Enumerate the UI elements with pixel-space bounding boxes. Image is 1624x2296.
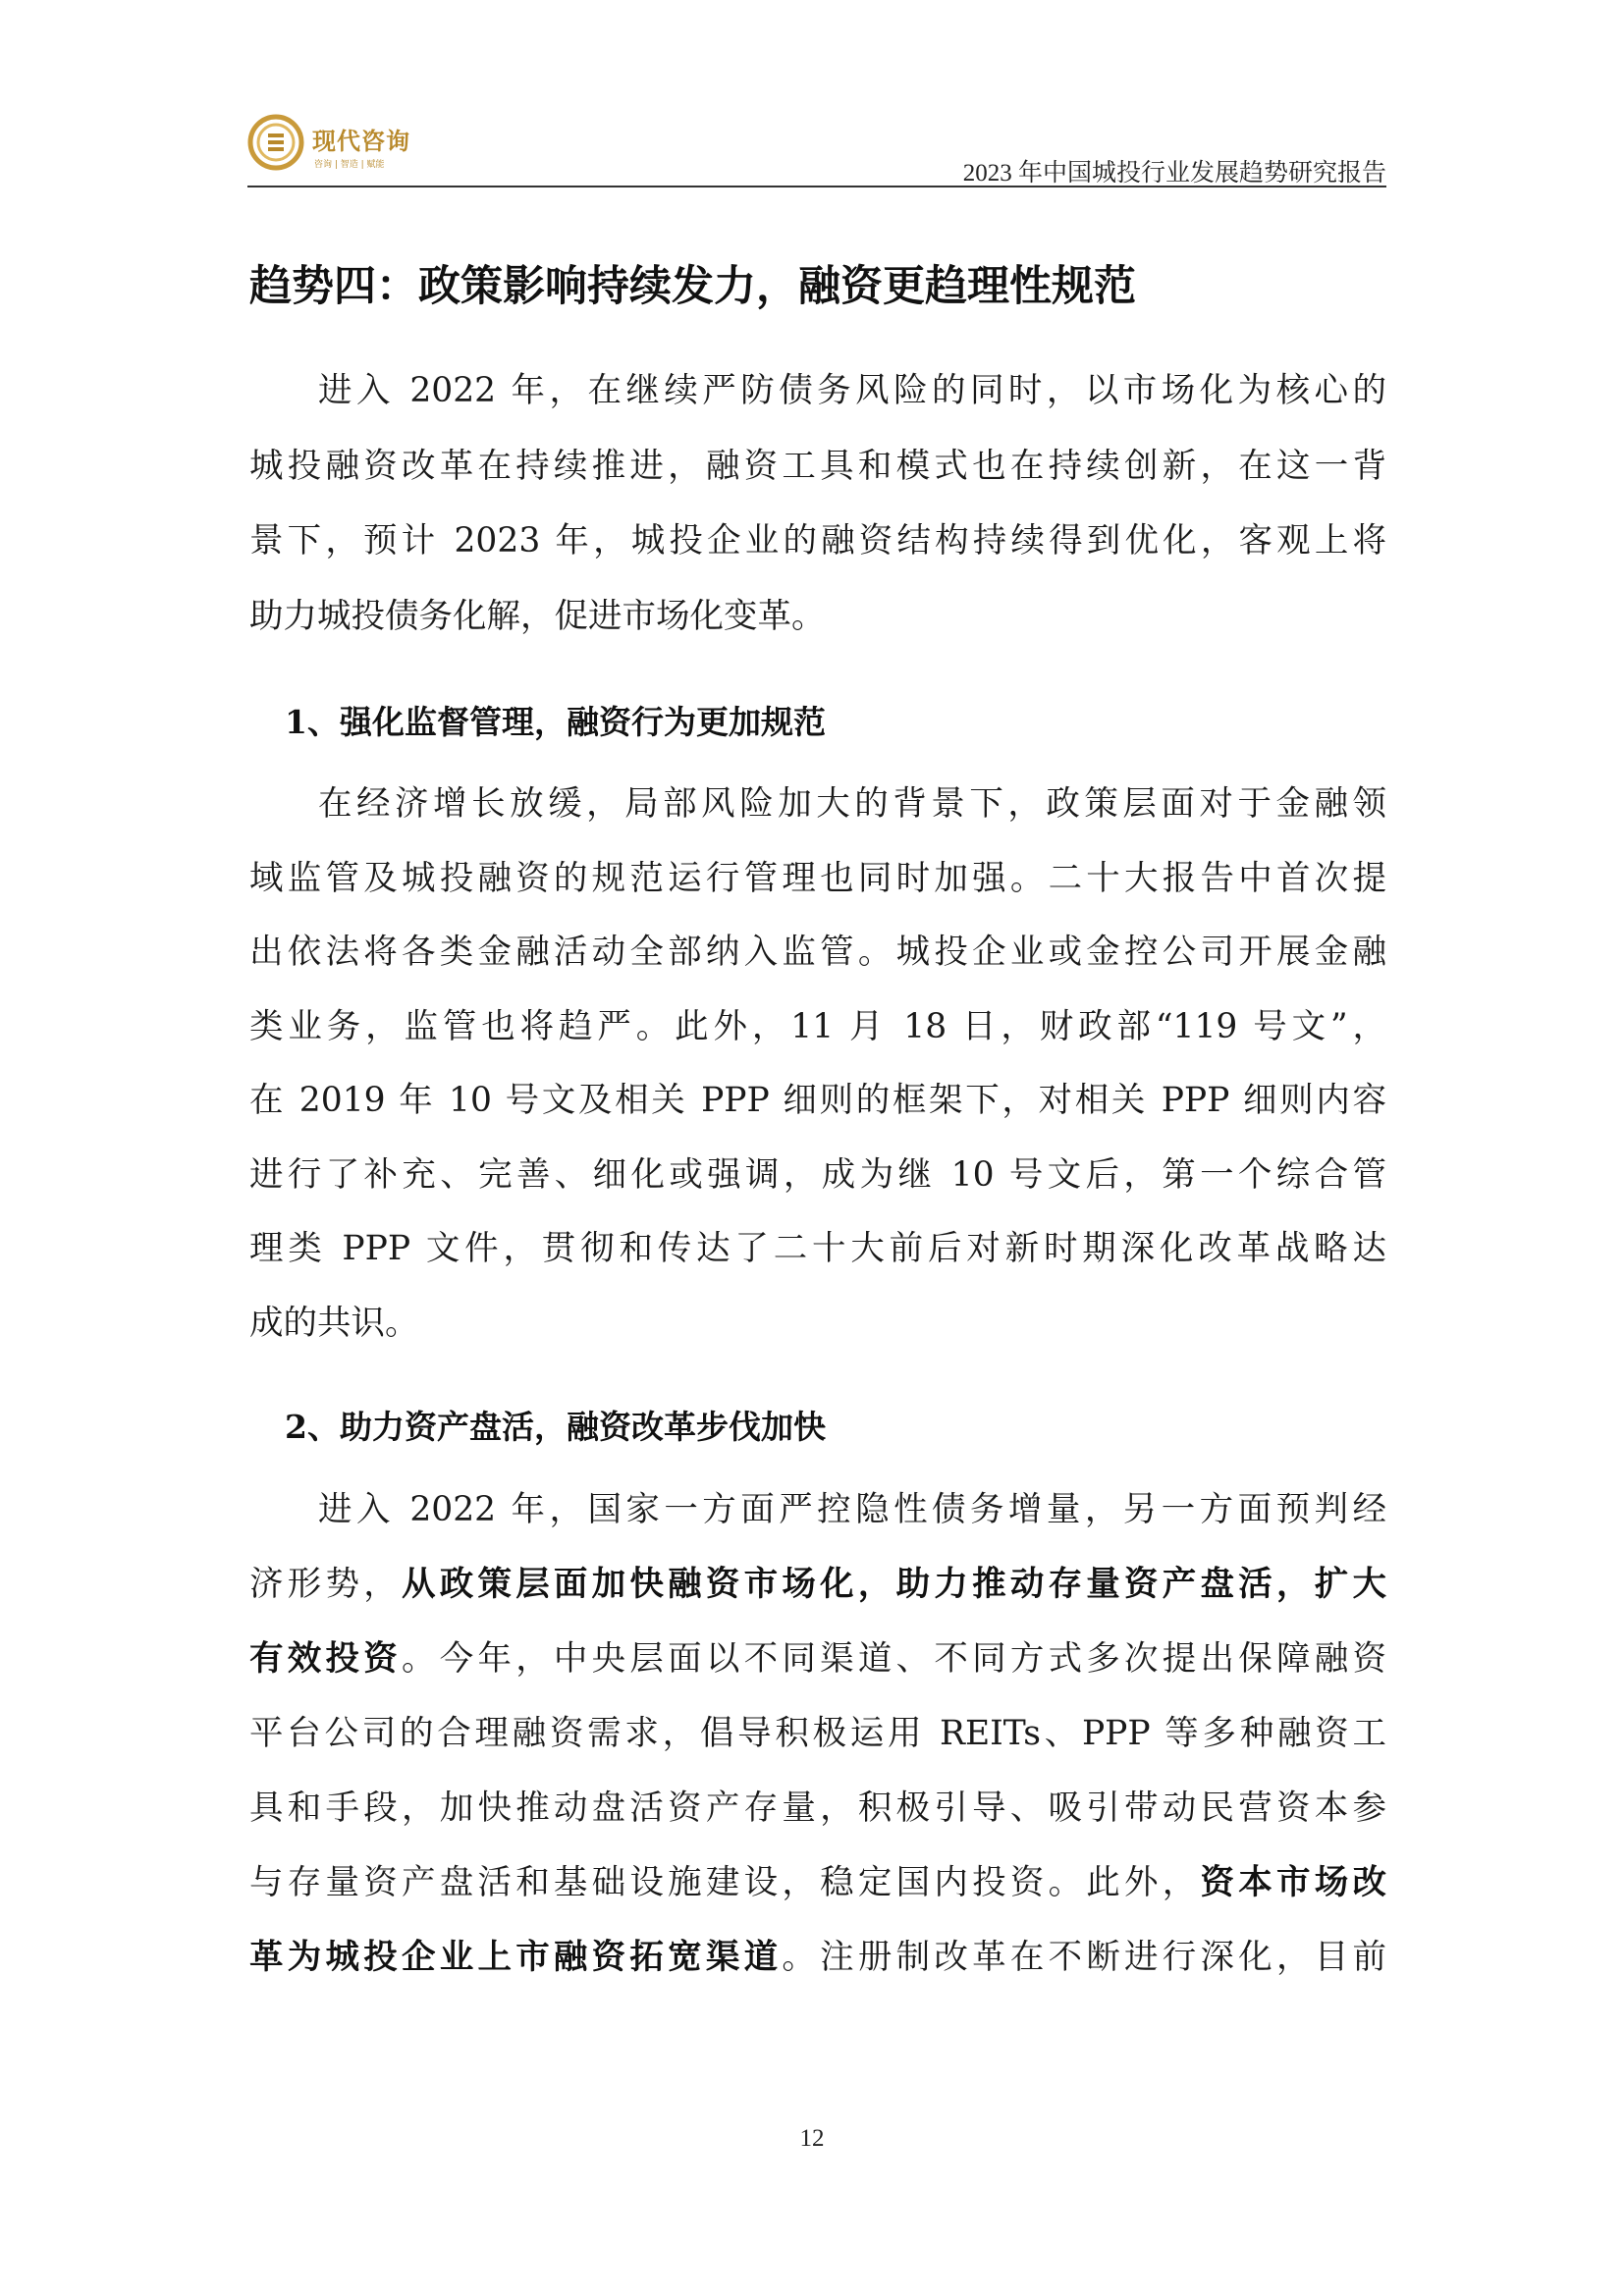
brand-name: 现代咨询 [312,128,410,155]
brand-logo [247,110,542,179]
text-line [249,1547,1386,1622]
text-line: 进行了补充、完善、细化或强调，成为继 10 号文后，第一个综合管 [249,1154,1386,1195]
text-run: 。注册制改革在不断进行深化，目前 [782,1938,1387,1977]
text-run: 与存量资产盘活和基础设施建设，稳定国内投资。此外， [249,1863,1201,1902]
text-line [249,1622,1386,1696]
page-header [247,110,1386,188]
text-line: 平台公司的合理融资需求，倡导积极运用 REITs、PPP 等多种融资工 [249,1714,1386,1753]
section1-paragraph [249,768,1386,1361]
report-title: 2023 年中国城投行业发展趋势研究报告 [962,160,1386,187]
section-heading: 2、助力资产盘活，融资改革步伐加快 [285,1408,826,1446]
text-line: 进入 2022 年，国家一方面严控隐性债务增量，另一方面预判经 [318,1490,1386,1529]
text-line [249,1845,1386,1920]
emphasis-text: 从政策层面加快融资市场化，助力推动存量资产盘活，扩大 [401,1565,1387,1604]
text-run: 。今年，中央层面以不同渠道、不同方式多次提出保障融资 [401,1639,1387,1679]
text-run: 济形势， [249,1565,402,1604]
text-line: 在经济增长放缓，局部风险加大的背景下，政策层面对于金融领 [318,784,1386,824]
emphasis-text: 资本市场改 [1200,1863,1387,1902]
text-line: 理类 PPP 文件，贯彻和传达了二十大前后对新时期深化改革战略达 [249,1229,1386,1268]
text-line: 进入 2022 年，在继续严防债务风险的同时，以市场化为核心的 [318,371,1386,410]
text-line: 城投融资改革在持续推进，融资工具和模式也在持续创新，在这一背 [249,446,1386,486]
page-content [249,257,1386,1995]
page-number: 12 [799,2125,825,2152]
text-line: 类业务，监管也将趋严。此外，11 月 18 日，财政部“119 号文”， [249,1006,1386,1046]
brand-tagline: 咨询 | 智造 | 赋能 [314,160,385,170]
text-line: 在 2019 年 10 号文及相关 PPP 细则的框架下，对相关 PPP 细则内容 [249,1081,1386,1120]
brand-logo-icon [247,114,304,171]
text-line: 出依法将各类金融活动全部纳入监管。城投企业或金控公司开展金融 [249,933,1386,972]
text-line: 成的共识。 [249,1303,419,1343]
text-line: 具和手段，加快推动盘活资产存量，积极引导、吸引带动民营资本参 [249,1789,1386,1828]
emphasis-text: 革为城投企业上市融资拓宽渠道 [249,1938,783,1977]
trend-heading: 趋势四：政策影响持续发力，融资更趋理性规范 [249,262,1136,311]
text-line: 景下，预计 2023 年，城投企业的融资结构持续得到优化，客观上将 [249,521,1386,561]
text-line [249,1920,1386,1995]
text-line: 助力城投债务化解，促进市场化变革。 [249,596,826,636]
text-line: 域监管及城投融资的规范运行管理也同时加强。二十大报告中首次提 [249,858,1386,898]
header-divider [247,186,1386,187]
section-heading: 1、强化监督管理，融资行为更加规范 [285,703,826,741]
intro-paragraph [249,353,1386,654]
emphasis-text: 有效投资 [249,1639,402,1679]
section2-paragraph [249,1472,1386,1995]
